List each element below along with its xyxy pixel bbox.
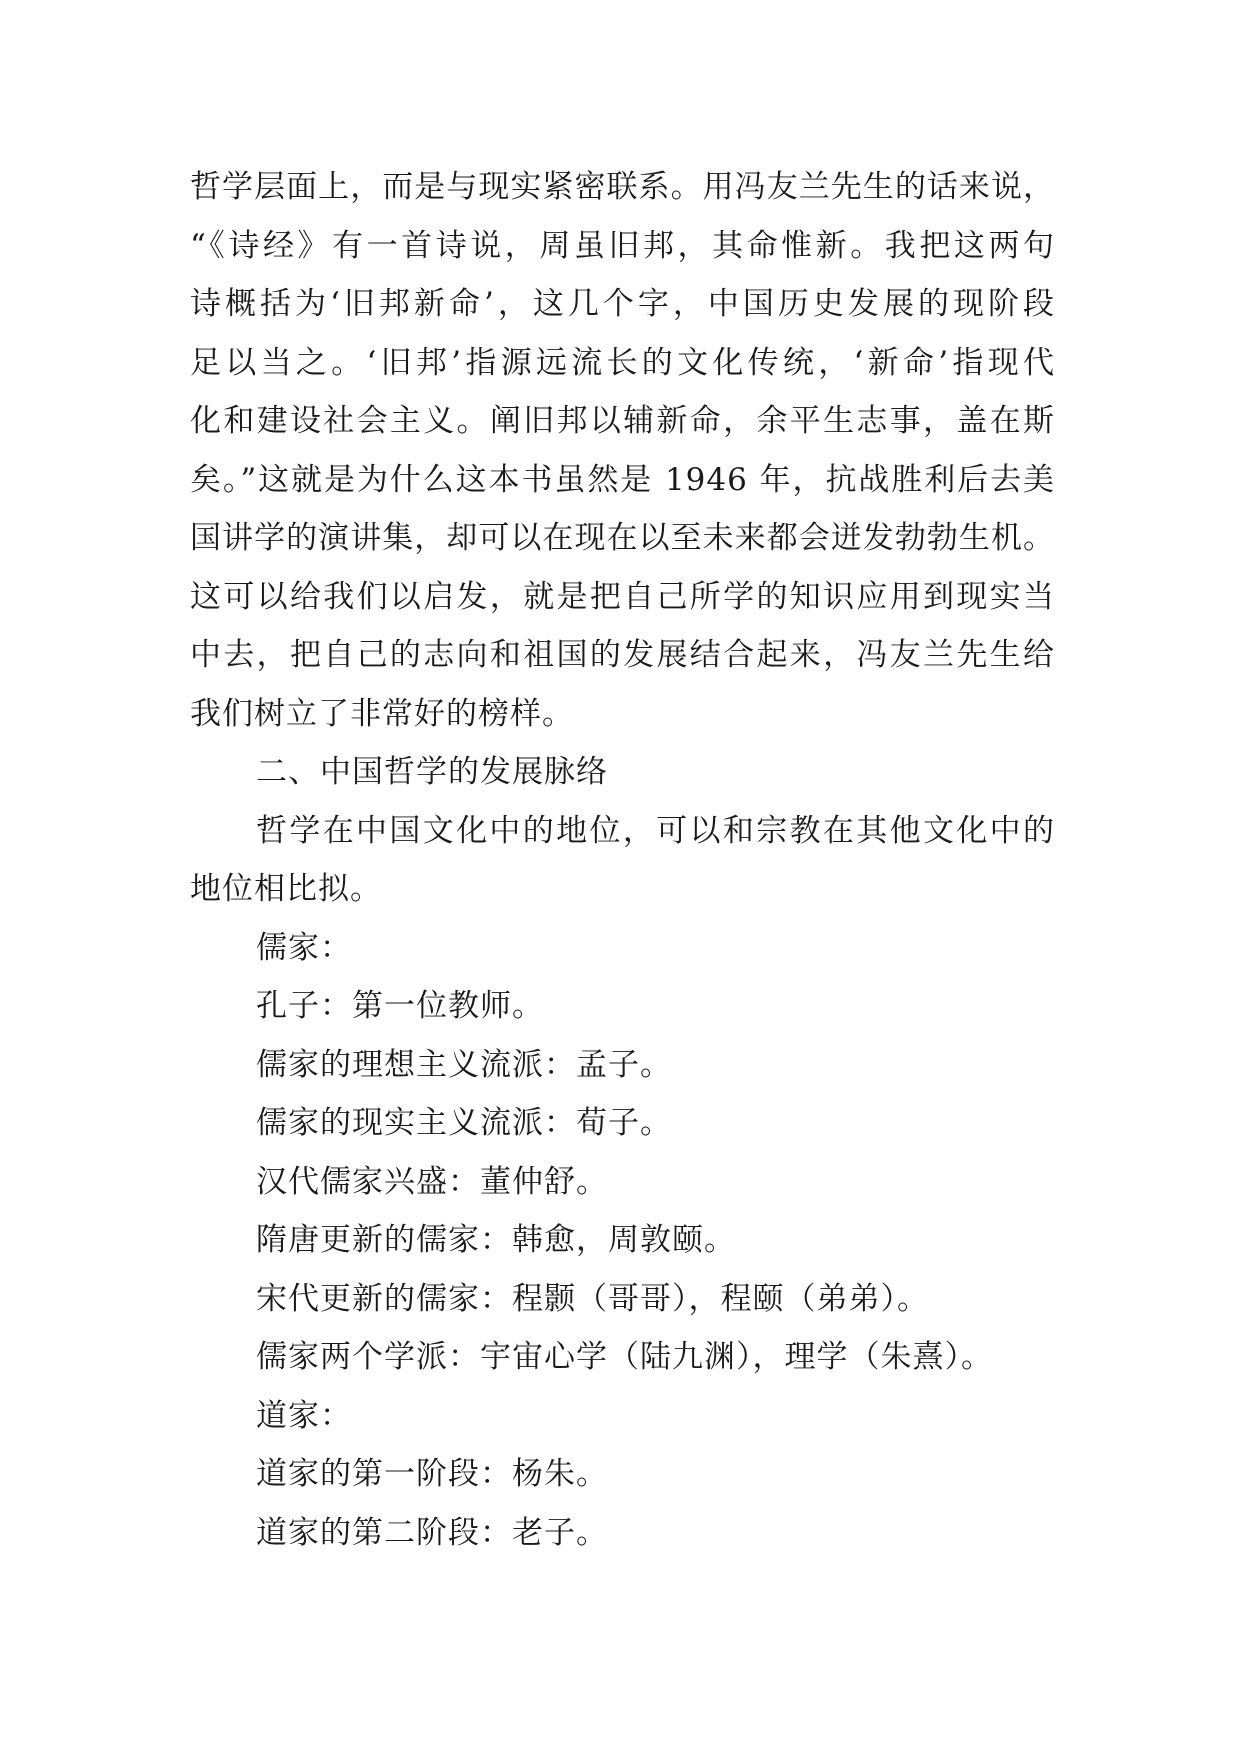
paragraph-line: 化和建设社会主义。阐旧邦以辅新命，余平生志事，盖在斯 (190, 403, 1055, 439)
list-item: 儒家两个学派：宇宙心学（陆九渊），理学（朱熹）。 (256, 1339, 993, 1375)
school-list (190, 919, 1055, 1563)
paragraph-line: “《诗经》有一首诗说，周虽旧邦，其命惟新。我把这两句 (190, 227, 1055, 264)
paragraph-1 (190, 158, 1055, 743)
list-item: 汉代儒家兴盛：董仲舒。 (256, 1163, 608, 1200)
list-item: 儒家的现实主义流派：荀子。 (256, 1105, 672, 1141)
paragraph-line: 矣。”这就是为什么这本书虽然是 1946 年，抗战胜利后去美 (190, 461, 1055, 498)
list-item: 隋唐更新的儒家：韩愈，周敦颐。 (256, 1222, 736, 1258)
list-item: 道家的第二阶段：老子。 (256, 1514, 608, 1551)
list-item: 儒家的理想主义流派：孟子。 (256, 1046, 672, 1083)
list-item: 孔子：第一位教师。 (256, 988, 544, 1024)
list-item: 道家： (256, 1397, 352, 1434)
paragraph-line: 足以当之。‘旧邦’指源远流长的文化传统，‘新命’指现代 (190, 344, 1055, 381)
paragraph-line: 中去，把自己的志向和祖国的发展结合起来，冯友兰先生给 (190, 637, 1055, 673)
paragraph-line: 地位相比拟。 (190, 871, 382, 907)
list-item: 儒家： (256, 929, 352, 966)
list-item: 道家的第一阶段：杨朱。 (256, 1456, 608, 1492)
paragraph-line: 哲学在中国文化中的地位，可以和宗教在其他文化中的 (256, 812, 1055, 849)
paragraph-line: 国讲学的演讲集，却可以在现在以至未来都会迸发勃勃生机。 (190, 520, 1055, 556)
paragraph-line: 我们树立了非常好的榜样。 (190, 695, 574, 732)
paragraph-line: 这可以给我们以启发，就是把自己所学的知识应用到现实当 (190, 578, 1055, 615)
paragraph-line: 诗概括为‘旧邦新命’，这几个字，中国历史发展的现阶段 (190, 286, 1055, 322)
paragraph-2 (190, 802, 1055, 919)
paragraph-line: 哲学层面上，而是与现实紧密联系。用冯友兰先生的话来说， (190, 169, 1055, 205)
document-body (190, 158, 1055, 1562)
list-item: 宋代更新的儒家：程颢（哥哥），程颐（弟弟）。 (256, 1280, 929, 1317)
section-heading: 二、中国哲学的发展脉络 (256, 754, 608, 790)
